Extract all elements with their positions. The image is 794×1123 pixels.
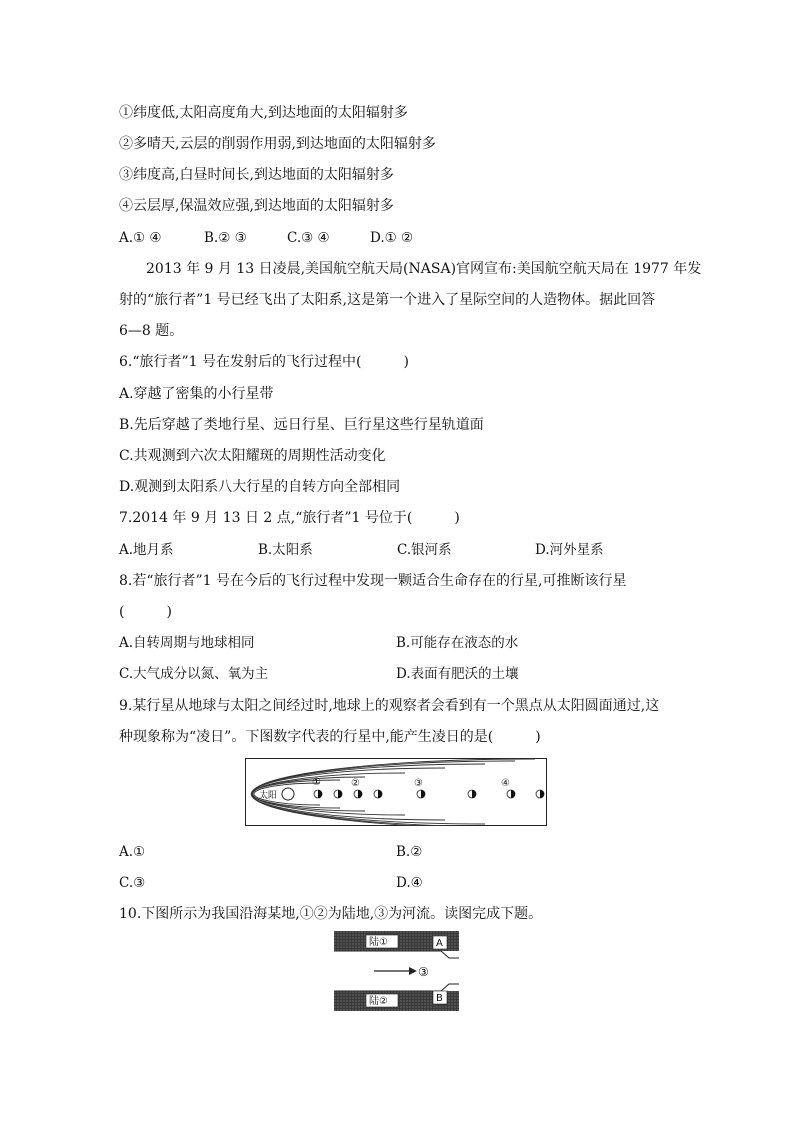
prev-choice-b: B.② ③ [204,230,247,246]
q9-option-d: D.④ [396,875,423,891]
passage-line-1: 2013 年 9 月 13 日凌晨,美国航空航天局(NASA)官网宣布:美国航空航天局在 1977 年发 [146,261,702,277]
prev-choice-a: A.① ④ [119,230,162,246]
q7-stem: 7.2014 年 9 月 13 日 2 点,“旅行者”1 号位于( ) [119,510,460,526]
solar-system-figure [245,758,547,826]
q8-option-a: A.自转周期与地球相同 [119,635,255,651]
statement-2: ②多晴天,云层的削弱作用弱,到达地面的太阳辐射多 [119,136,436,152]
passage-line-2: 射的“旅行者”1 号已经飞出了太阳系,这是第一个进入了星际空间的人造物体。据此回答 [119,292,656,308]
marker-1: ① [312,777,321,788]
q9-stem-2: 种现象称为“凌日”。下图数字代表的行星中,能产生凌日的是( ) [119,729,541,745]
planet-5 [417,790,425,798]
q9-option-b: B.② [396,844,423,860]
sun [282,788,294,800]
q8-option-c: C.大气成分以氮、氧为主 [119,666,269,682]
q8-stem: 8.若“旅行者”1 号在今后的飞行过程中发现一颗适合生命存在的行星,可推断该行星 [119,573,627,589]
marker-4: ④ [501,778,510,789]
land2-label: 陆② [369,996,388,1007]
planet-3 [354,790,362,798]
coastal-figure [334,931,459,1011]
q7-option-d: D.河外星系 [535,542,604,558]
b-label: B [436,993,443,1004]
q6-option-a: A.穿越了密集的小行星带 [119,386,274,402]
q8-option-d: D.表面有肥沃的土壤 [396,666,519,682]
q7-option-c: C.银河系 [397,542,452,558]
marker-3: ③ [414,778,423,789]
q8-option-b: B.可能存在液态的水 [396,635,519,651]
q8-stem-2: ( ) [119,604,172,620]
prev-choice-c: C.③ ④ [287,230,330,246]
planet-8 [536,790,544,798]
a-label: A [436,938,443,949]
land1-label: 陆① [369,937,388,948]
planet-2 [334,790,342,798]
prev-choice-d: D.① ② [370,230,414,246]
river-label: ③ [418,965,429,979]
q7-option-b: B.太阳系 [258,542,313,558]
marker-2: ② [351,778,360,789]
statement-3: ③纬度高,白昼时间长,到达地面的太阳辐射多 [119,167,394,183]
planet-6 [468,790,476,798]
q6-option-d: D.观测到太阳系八大行星的自转方向全部相同 [119,479,401,495]
q9-stem: 9.某行星从地球与太阳之间经过时,地球上的观察者会看到有一个黑点从太阳圆面通过,这 [119,698,660,714]
q9-option-a: A.① [119,844,146,860]
q10-stem: 10.下图所示为我国沿海某地,①②为陆地,③为河流。读图完成下题。 [119,906,543,922]
planet-4 [374,790,382,798]
q6-option-c: C.共观测到六次太阳耀斑的周期性活动变化 [119,448,386,464]
statement-4: ④云层厚,保温效应强,到达地面的太阳辐射多 [119,198,394,214]
q6-stem: 6.“旅行者”1 号在发射后的飞行过程中( ) [119,354,409,370]
q7-option-a: A.地月系 [119,542,174,558]
q9-option-c: C.③ [119,875,146,891]
planet-7 [507,790,515,798]
planet-1 [314,790,322,798]
q6-option-b: B.先后穿越了类地行星、远日行星、巨行星这些行星轨道面 [119,417,484,433]
sun-label: 太阳 [259,791,278,801]
statement-1: ①纬度低,太阳高度角大,到达地面的太阳辐射多 [119,105,408,121]
passage-line-3: 6—8 题。 [119,323,184,339]
